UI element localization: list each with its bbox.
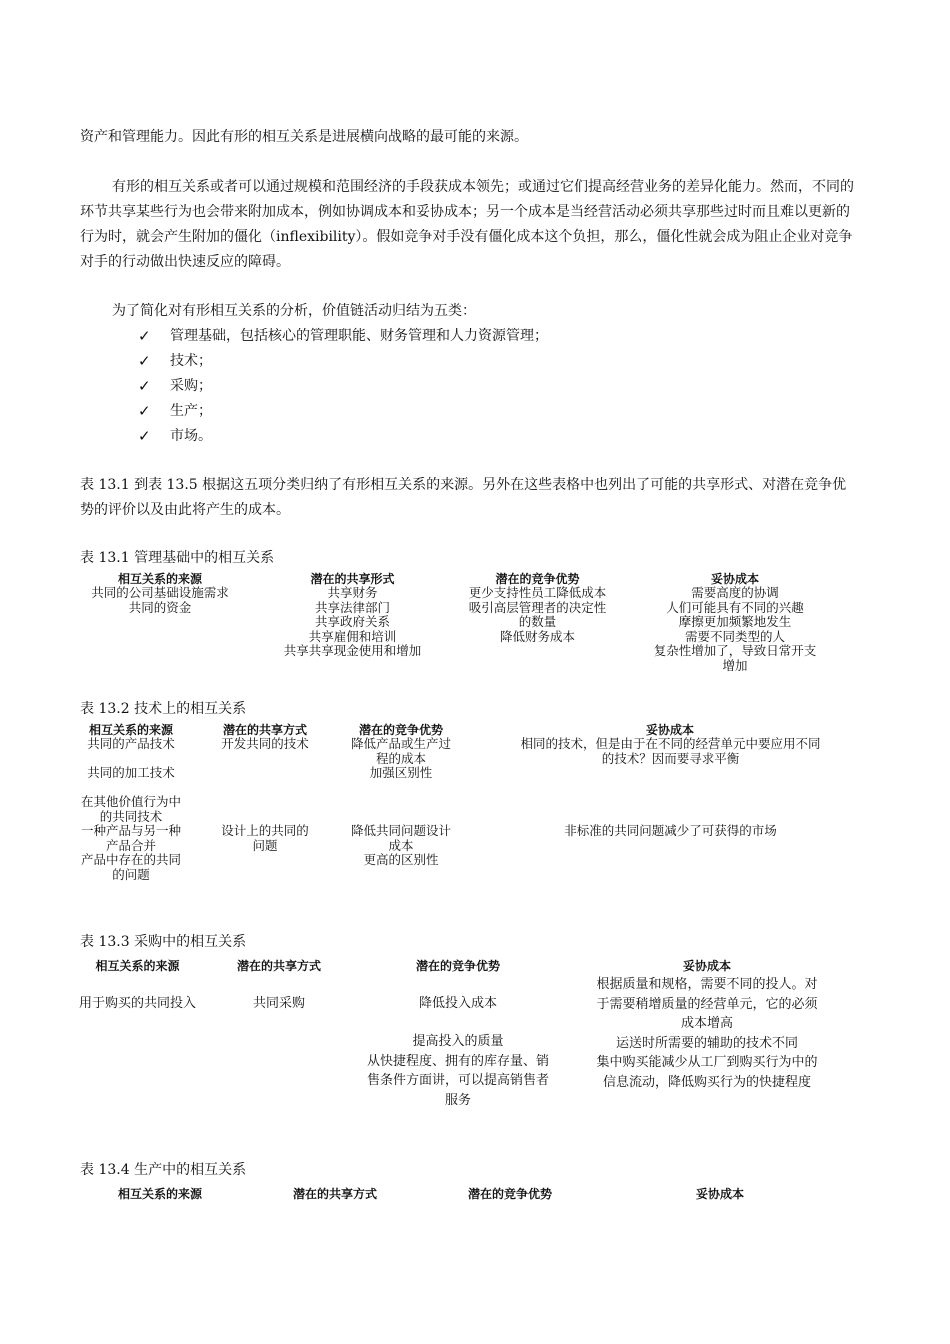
column-header-advantage: 潜在的竞争优势 [358,723,443,737]
checkmark-icon: ✓ [138,402,151,420]
table-cell: 共同采购 [252,996,305,1011]
table-cell: 设计上的共同的 问题 [221,823,309,853]
paragraph-2: 有形的相互关系或者可以通过规模和范围经济的手段获成本领先；或通过它们提高经营业务的差异化能力。然而，不同的环节共享某些行为也会带来附加成本，例如协调成本和妥协成本；另一个成本是当经营活动必须共享那些过时而且难以更新的行为时，就会产生附加的僵化（inflexibility）。假如竞争对手没有僵化成本这个负担，那么，僵化性就会成为阻止企业对竞争对手的行动做出快速反应的障碍。 [80,179,854,270]
list-item: ✓ 生产； [138,399,548,424]
table-cell: 降低共同问题设计 成本 更高的区别性 [350,823,451,867]
checkmark-icon: ✓ [138,427,151,445]
column-header-cost: 妥协成本 [682,959,731,973]
column-header-advantage: 潜在的竞争优势 [415,959,500,973]
column-header-source: 相互关系的来源 [117,572,202,586]
table-caption: 表 13.4 生产中的相互关系 [80,1162,247,1178]
column-header-source: 相互关系的来源 [88,723,173,737]
column-header-share: 潜在的共享方式 [236,959,321,973]
list-item: ✓ 技术； [138,349,548,374]
category-list [138,324,548,449]
paragraph-4: 表 13.1 到表 13.5 根据这五项分类归纳了有形相互关系的来源。另外在这些表格中也列出了可能的共享形式、对潜在竞争优势的评价以及由此将产生的成本。 [80,477,847,518]
table-caption: 表 13.3 采购中的相互关系 [80,934,247,950]
column-header-advantage: 潜在的竞争优势 [495,572,580,586]
table-cell: 共同的公司基础设施需求 共同的资金 [91,585,229,615]
table-cell: 共同的产品技术 [87,736,175,751]
checkmark-icon: ✓ [138,352,151,370]
paragraph-3: 为了简化对有形相互关系的分析，价值链活动归结为五类： [112,303,476,319]
column-header-share: 潜在的共享形式 [310,572,395,586]
column-header-advantage: 潜在的竞争优势 [467,1187,552,1201]
table-caption: 表 13.1 管理基础中的相互关系 [80,550,275,566]
column-header-share: 潜在的共享方式 [222,723,307,737]
list-item: ✓ 采购； [138,374,548,399]
table-cell: 开发共同的技术 [221,736,309,751]
list-item: ✓ 管理基础，包括核心的管理职能、财务管理和人力资源管理； [138,324,548,349]
list-item: ✓ 市场。 [138,424,548,449]
table-cell: 提高投入的质量 从快捷程度、拥有的库存量、销 售条件方面讲，可以提高销售者 服务 [366,1034,549,1108]
column-header-cost: 妥协成本 [695,1187,744,1201]
paragraph-1: 资产和管理能力。因此有形的相互关系是进展横向战略的最可能的来源。 [80,129,528,145]
table-cell: 共享财务 共享法律部门 共享政府关系 共享雇佣和培训 共享共享现金使用和增加 [283,585,422,658]
table-cell: 用于购买的共同投入 [78,996,196,1011]
table-cell: 根据质量和规格，需要不同的投人。对 于需要稍增质量的经营单元，它的必须 成本增高 运送时所需要的辅助的技术不同 集中购买能减少从工厂到购买行为中的 信息流动，降低购买行为的快捷程度 [596,977,818,1090]
column-header-source: 相互关系的来源 [95,959,180,973]
checkmark-icon: ✓ [138,377,151,395]
table-cell: 在其他价值行为中 的共同技术 一种产品与另一种 产品合并 产品中存在的共同 的问题 [80,794,181,882]
table-cell: 需要高度的协调 人们可能具有不同的兴趣 摩擦更加频繁地发生 需要不同类型的人 复杂性增加了，导致日常开支 增加 [653,585,817,673]
table-cell: 非标准的共同问题减少了可获得的市场 [564,823,777,838]
column-header-cost: 妥协成本 [645,723,694,737]
table-cell: 降低投入成本 [418,996,497,1011]
column-header-source: 相互关系的来源 [117,1187,202,1201]
table-cell: 相同的技术，但是由于在不同的经营单元中要应用不同 的技术？因而要寻求平衡 [520,736,821,766]
column-header-cost: 妥协成本 [710,572,759,586]
table-cell: 更少支持性员工降低成本 吸引高层管理者的决定性 的数量 降低财务成本 [468,585,607,644]
table-caption: 表 13.2 技术上的相互关系 [80,701,247,717]
table-cell: 共同的加工技术 [87,765,175,780]
checkmark-icon: ✓ [138,327,151,345]
column-header-share: 潜在的共享方式 [292,1187,377,1201]
table-cell: 降低产品或生产过 程的成本 加强区别性 [350,736,451,780]
